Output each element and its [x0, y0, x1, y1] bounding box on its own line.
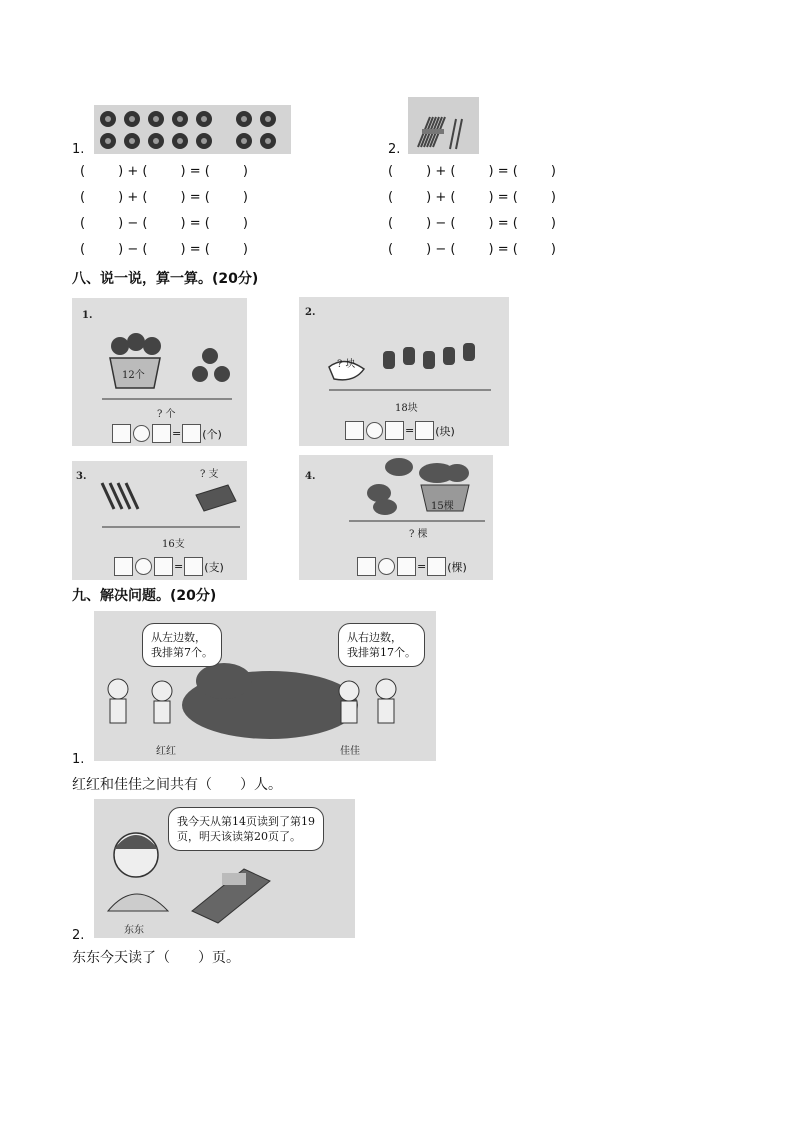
operator-circle[interactable] [378, 558, 395, 575]
line-of-kids-image [94, 611, 436, 761]
answer-box[interactable] [385, 421, 404, 440]
speech-bubble-left: 从左边数， 我排第7个。 [142, 623, 222, 667]
answer-equation: = (个) [112, 424, 222, 443]
sticks-illustration [408, 97, 479, 154]
operator-circle[interactable] [135, 558, 152, 575]
answer-box[interactable] [154, 557, 173, 576]
sticks-image [408, 97, 479, 154]
name-label-jia: 佳佳 [340, 746, 360, 757]
answer-box[interactable] [427, 557, 446, 576]
q2-number: 2. [388, 142, 401, 157]
equation-row: ( ) + ( ) = ( ) [388, 190, 556, 205]
equation-row: ( ) − ( ) = ( ) [80, 216, 248, 231]
answer-equation: = (支) [114, 557, 224, 576]
speech-bubble: 我今天从第14页读到了第19 页，明天该读第20页了。 [168, 807, 324, 851]
answer-box[interactable] [345, 421, 364, 440]
name-label-dong: 东东 [124, 925, 144, 936]
operator-circle[interactable] [366, 422, 383, 439]
answer-equation: = (块) [345, 421, 455, 440]
answer-equation: = (棵) [357, 557, 467, 576]
operator-circle[interactable] [133, 425, 150, 442]
problem-4-image: 4. 15棵 ? 棵 = (棵) [299, 455, 493, 580]
reading-boy-image [94, 799, 355, 938]
equation-row: ( ) + ( ) = ( ) [388, 164, 556, 179]
answer-box[interactable] [397, 557, 416, 576]
speech-bubble-right: 从右边数， 我排第17个。 [338, 623, 425, 667]
problem-1-image: 1. 12个 ? 个 = (个) [72, 298, 247, 446]
equation-row: ( ) − ( ) = ( ) [388, 216, 556, 231]
problem-3-image: 3. ? 支 16支 = (支) [72, 461, 247, 580]
answer-box[interactable] [182, 424, 201, 443]
answer-box[interactable] [415, 421, 434, 440]
section-8-title: 八、说一说，算一算。(20分) [72, 271, 259, 287]
q2-number: 2. [72, 928, 85, 943]
q1-number: 1. [72, 142, 85, 157]
equation-row: ( ) + ( ) = ( ) [80, 190, 248, 205]
question-2-text: 东东今天读了（ ）页。 [72, 950, 240, 966]
q1-number: 1. [72, 752, 85, 767]
answer-box[interactable] [114, 557, 133, 576]
answer-box[interactable] [152, 424, 171, 443]
answer-box[interactable] [357, 557, 376, 576]
equation-row: ( ) − ( ) = ( ) [80, 242, 248, 257]
section-9-title: 九、解决问题。(20分) [72, 588, 217, 604]
problem-2-image: 2. ? 块 18块 = (块) [299, 297, 509, 446]
question-1-text: 红红和佳佳之间共有（ ）人。 [72, 777, 282, 793]
equation-row: ( ) + ( ) = ( ) [80, 164, 248, 179]
name-label-hong: 红红 [156, 746, 176, 757]
flowers-illustration [94, 105, 291, 154]
answer-box[interactable] [112, 424, 131, 443]
equation-row: ( ) − ( ) = ( ) [388, 242, 556, 257]
answer-box[interactable] [184, 557, 203, 576]
flowers-image [94, 105, 291, 154]
